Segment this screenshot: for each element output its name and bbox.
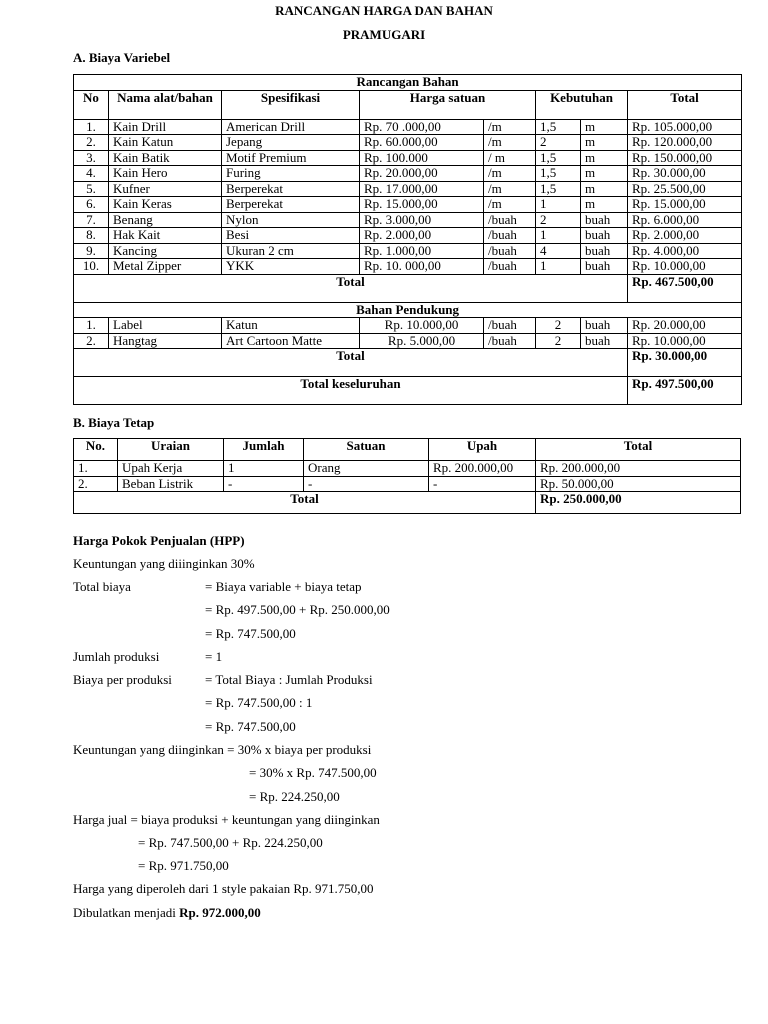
cell-total: Rp. 10.000,00 <box>628 259 742 275</box>
rounded-value: Rp. 972.000,00 <box>179 905 261 920</box>
cell-harga: Rp. 10. 000,00 <box>360 259 484 275</box>
cell-kebutuhan: 1 <box>536 228 581 244</box>
pendukung-row <box>74 318 742 334</box>
section-a-heading: A. Biaya Variebel <box>73 50 171 65</box>
material-row <box>74 166 742 182</box>
cell-spesifikasi: Berperekat <box>222 197 360 213</box>
col-header-no: No <box>74 90 109 119</box>
cell-uraian: Beban Listrik <box>118 476 224 492</box>
cell-total: Rp. 30.000,00 <box>628 166 742 182</box>
cell-harga-unit: /buah <box>484 259 536 275</box>
cell-harga: Rp. 17.000,00 <box>360 181 484 197</box>
cell-harga: Rp. 20.000,00 <box>360 166 484 182</box>
cell-satuan: - <box>304 476 429 492</box>
col-header-satuan: Satuan <box>304 439 429 461</box>
hpp-line: Keuntungan yang diinginkan = 30% x biaya per produksi <box>73 742 372 757</box>
material-row <box>74 181 742 197</box>
section-b-heading: B. Biaya Tetap <box>73 415 155 430</box>
cell-harga-unit: / m <box>484 150 536 166</box>
cell-spesifikasi: Besi <box>222 228 360 244</box>
cell-no: 8. <box>74 228 109 244</box>
cell-no: 2. <box>74 135 109 151</box>
cell-spesifikasi: YKK <box>222 259 360 275</box>
cell-spesifikasi: Nylon <box>222 212 360 228</box>
col-header-spesifikasi: Spesifikasi <box>222 90 360 119</box>
cell-kebutuhan-unit: buah <box>581 259 628 275</box>
material-row <box>74 243 742 259</box>
cell-nama: Kancing <box>109 243 222 259</box>
material-row <box>74 135 742 151</box>
cell-nama: Metal Zipper <box>109 259 222 275</box>
biaya-tetap-row <box>74 476 741 492</box>
cell-nama: Hak Kait <box>109 228 222 244</box>
cell-total: Rp. 20.000,00 <box>628 318 742 334</box>
cell-nama: Kain Keras <box>109 197 222 213</box>
material-row <box>74 119 742 135</box>
cell-kebutuhan-unit: m <box>581 119 628 135</box>
cell-harga: Rp. 3.000,00 <box>360 212 484 228</box>
cell-no: 1. <box>74 119 109 135</box>
col-header-upah: Upah <box>429 439 536 461</box>
cell-total: Rp. 105.000,00 <box>628 119 742 135</box>
cell-no: 1. <box>74 461 118 477</box>
col-header-uraian: Uraian <box>118 439 224 461</box>
cell-uraian: Upah Kerja <box>118 461 224 477</box>
col-header-harga-satuan: Harga satuan <box>360 90 536 119</box>
cell-harga: Rp. 15.000,00 <box>360 197 484 213</box>
cell-no: 2. <box>74 333 109 349</box>
cell-kebutuhan: 2 <box>536 318 581 334</box>
cell-nama: Benang <box>109 212 222 228</box>
cell-nama: Label <box>109 318 222 334</box>
hpp-line: = Rp. 747.500,00 <box>205 719 296 734</box>
cell-harga: Rp. 2.000,00 <box>360 228 484 244</box>
cell-spesifikasi: Furing <box>222 166 360 182</box>
material-row <box>74 150 742 166</box>
cell-kebutuhan: 4 <box>536 243 581 259</box>
biaya-tetap-total-value: Rp. 250.000,00 <box>536 492 741 514</box>
cell-harga: Rp. 70 .000,00 <box>360 119 484 135</box>
cell-kebutuhan: 1 <box>536 259 581 275</box>
hpp-line-label: Total biaya <box>73 579 131 594</box>
cell-kebutuhan: 1,5 <box>536 150 581 166</box>
cell-jumlah: - <box>224 476 304 492</box>
cell-total: Rp. 50.000,00 <box>536 476 741 492</box>
group-header-bahan-pendukung: Bahan Pendukung <box>74 302 742 318</box>
grand-total-value: Rp. 497.500,00 <box>628 377 742 405</box>
cell-spesifikasi: Jepang <box>222 135 360 151</box>
cell-harga: Rp. 5.000,00 <box>360 333 484 349</box>
total-label: Total <box>74 274 628 302</box>
cell-no: 9. <box>74 243 109 259</box>
cell-total: Rp. 150.000,00 <box>628 150 742 166</box>
cell-harga-unit: /buah <box>484 318 536 334</box>
cell-no: 6. <box>74 197 109 213</box>
hpp-heading: Harga Pokok Penjualan (HPP) <box>73 533 245 548</box>
cell-kebutuhan: 1,5 <box>536 181 581 197</box>
col-header-no: No. <box>74 439 118 461</box>
cell-kebutuhan-unit: m <box>581 135 628 151</box>
hpp-line: = Biaya variable + biaya tetap <box>205 579 362 594</box>
cell-spesifikasi: Ukuran 2 cm <box>222 243 360 259</box>
cell-harga-unit: /buah <box>484 243 536 259</box>
hpp-line: Harga jual = biaya produksi + keuntungan yang diinginkan <box>73 812 380 827</box>
cell-harga-unit: /buah <box>484 333 536 349</box>
cell-total: Rp. 200.000,00 <box>536 461 741 477</box>
rounded-prefix: Dibulatkan menjadi <box>73 905 180 920</box>
cell-total: Rp. 4.000,00 <box>628 243 742 259</box>
cell-kebutuhan-unit: m <box>581 181 628 197</box>
biaya-tetap-total-label: Total <box>74 492 536 514</box>
cell-no: 4. <box>74 166 109 182</box>
group-header-rancangan-bahan: Rancangan Bahan <box>74 75 742 91</box>
hpp-line: Keuntungan yang diiinginkan 30% <box>73 556 255 571</box>
hpp-line: = Rp. 224.250,00 <box>249 789 340 804</box>
material-row <box>74 197 742 213</box>
cell-kebutuhan: 2 <box>536 135 581 151</box>
cell-kebutuhan-unit: buah <box>581 243 628 259</box>
cell-kebutuhan-unit: buah <box>581 333 628 349</box>
cell-no: 2. <box>74 476 118 492</box>
biaya-tetap-table <box>73 438 741 514</box>
total-value: Rp. 467.500,00 <box>628 274 742 302</box>
cell-kebutuhan-unit: buah <box>581 228 628 244</box>
pendukung-row <box>74 333 742 349</box>
cell-harga-unit: /buah <box>484 228 536 244</box>
hpp-line: = 30% x Rp. 747.500,00 <box>249 765 377 780</box>
pendukung-total-value: Rp. 30.000,00 <box>628 349 742 377</box>
hpp-line-label: Jumlah produksi <box>73 649 160 664</box>
hpp-line: = Rp. 497.500,00 + Rp. 250.000,00 <box>205 602 390 617</box>
cell-nama: Hangtag <box>109 333 222 349</box>
cell-harga: Rp. 1.000,00 <box>360 243 484 259</box>
hpp-line: = Rp. 971.750,00 <box>138 858 229 873</box>
biaya-variabel-table <box>73 74 742 405</box>
cell-kebutuhan: 2 <box>536 212 581 228</box>
hpp-line: = Rp. 747.500,00 + Rp. 224.250,00 <box>138 835 323 850</box>
page-title: RANCANGAN HARGA DAN BAHAN <box>275 3 493 18</box>
cell-harga: Rp. 60.000,00 <box>360 135 484 151</box>
cell-kebutuhan: 1,5 <box>536 166 581 182</box>
cell-total: Rp. 6.000,00 <box>628 212 742 228</box>
cell-harga-unit: /m <box>484 166 536 182</box>
hpp-line: = Total Biaya : Jumlah Produksi <box>205 672 373 687</box>
cell-nama: Kain Hero <box>109 166 222 182</box>
col-header-kebutuhan: Kebutuhan <box>536 90 628 119</box>
cell-harga: Rp. 10.000,00 <box>360 318 484 334</box>
cell-kebutuhan: 2 <box>536 333 581 349</box>
hpp-line: = 1 <box>205 649 223 664</box>
cell-nama: Kain Katun <box>109 135 222 151</box>
cell-spesifikasi: Art Cartoon Matte <box>222 333 360 349</box>
cell-total: Rp. 25.500,00 <box>628 181 742 197</box>
cell-no: 10. <box>74 259 109 275</box>
material-row <box>74 259 742 275</box>
cell-no: 1. <box>74 318 109 334</box>
cell-total: Rp. 120.000,00 <box>628 135 742 151</box>
cell-upah: - <box>429 476 536 492</box>
cell-kebutuhan: 1,5 <box>536 119 581 135</box>
cell-nama: Kain Drill <box>109 119 222 135</box>
biaya-tetap-row <box>74 461 741 477</box>
col-header-nama: Nama alat/bahan <box>109 90 222 119</box>
cell-kebutuhan-unit: m <box>581 150 628 166</box>
hpp-line-label: Biaya per produksi <box>73 672 172 687</box>
cell-kebutuhan-unit: m <box>581 166 628 182</box>
pendukung-total-label: Total <box>74 349 628 377</box>
col-header-total: Total <box>628 90 742 119</box>
cell-spesifikasi: Katun <box>222 318 360 334</box>
cell-spesifikasi: American Drill <box>222 119 360 135</box>
cell-harga-unit: /m <box>484 181 536 197</box>
hpp-rounded-line <box>73 906 261 921</box>
material-row <box>74 212 742 228</box>
cell-upah: Rp. 200.000,00 <box>429 461 536 477</box>
cell-no: 7. <box>74 212 109 228</box>
cell-no: 5. <box>74 181 109 197</box>
cell-kebutuhan-unit: buah <box>581 318 628 334</box>
cell-nama: Kain Batik <box>109 150 222 166</box>
cell-spesifikasi: Motif Premium <box>222 150 360 166</box>
cell-jumlah: 1 <box>224 461 304 477</box>
hpp-line: = Rp. 747.500,00 <box>205 626 296 641</box>
hpp-line: Harga yang diperoleh dari 1 style pakaian Rp. 971.750,00 <box>73 881 374 896</box>
cell-nama: Kufner <box>109 181 222 197</box>
col-header-jumlah: Jumlah <box>224 439 304 461</box>
cell-satuan: Orang <box>304 461 429 477</box>
cell-harga-unit: /m <box>484 197 536 213</box>
cell-kebutuhan-unit: m <box>581 197 628 213</box>
hpp-line: = Rp. 747.500,00 : 1 <box>205 695 313 710</box>
material-row <box>74 228 742 244</box>
cell-harga: Rp. 100.000 <box>360 150 484 166</box>
cell-no: 3. <box>74 150 109 166</box>
cell-harga-unit: /m <box>484 119 536 135</box>
cell-total: Rp. 10.000,00 <box>628 333 742 349</box>
page-subtitle: PRAMUGARI <box>342 27 426 42</box>
cell-harga-unit: /buah <box>484 212 536 228</box>
cell-spesifikasi: Berperekat <box>222 181 360 197</box>
cell-kebutuhan-unit: buah <box>581 212 628 228</box>
col-header-total: Total <box>536 439 741 461</box>
grand-total-label: Total keseluruhan <box>74 377 628 405</box>
cell-total: Rp. 2.000,00 <box>628 228 742 244</box>
cell-kebutuhan: 1 <box>536 197 581 213</box>
cell-harga-unit: /m <box>484 135 536 151</box>
cell-total: Rp. 15.000,00 <box>628 197 742 213</box>
